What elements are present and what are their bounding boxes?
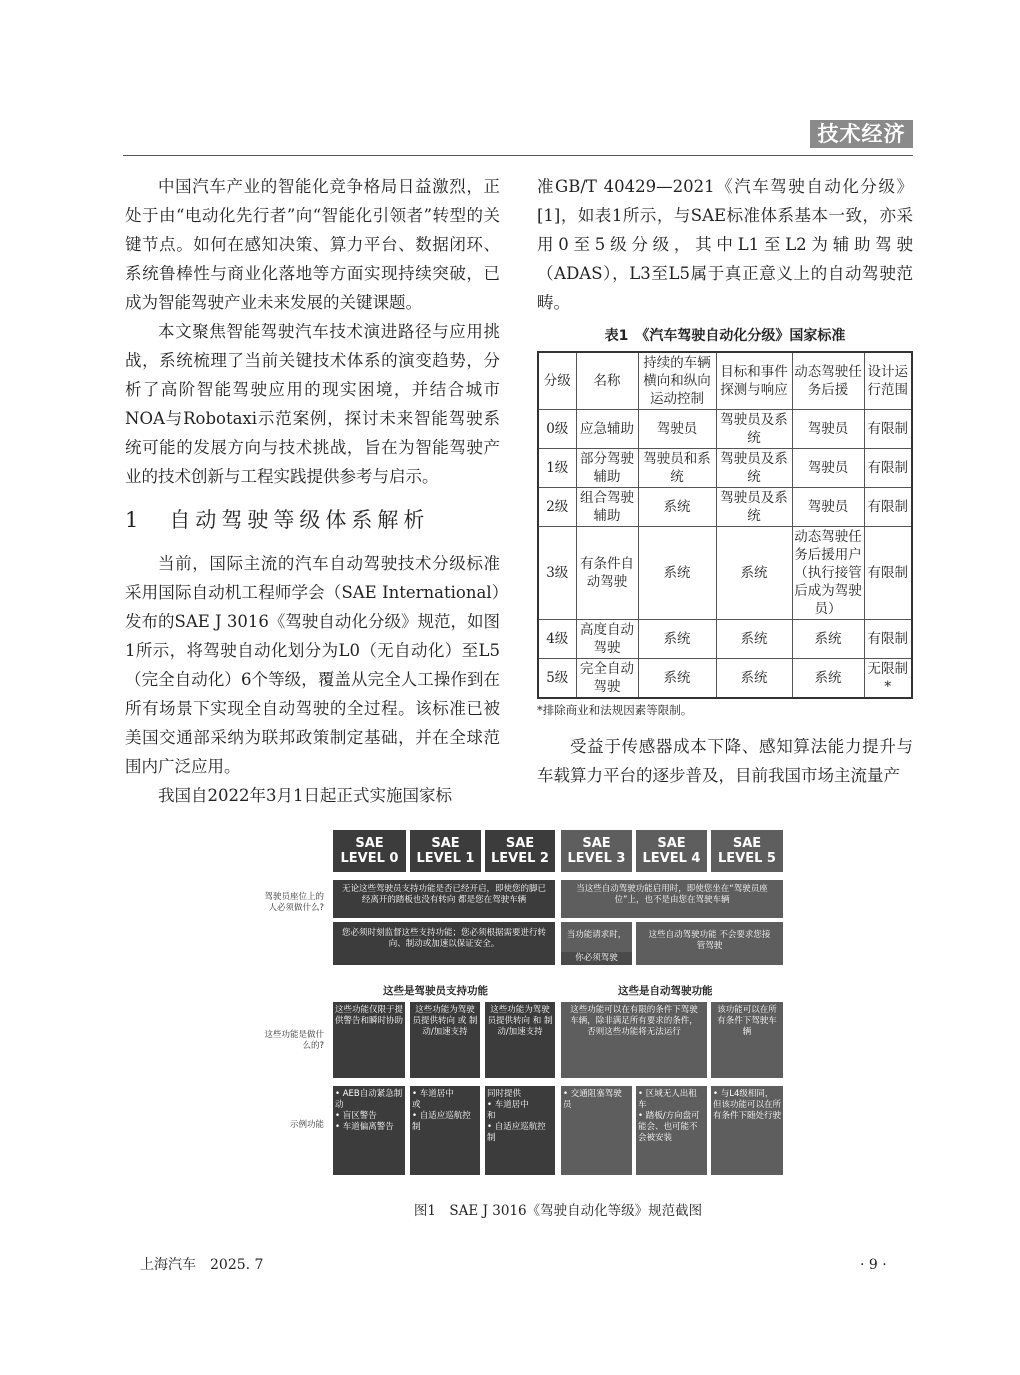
group-support-label: 这些是驾驶员支持功能 [383,985,488,997]
level-3: SAE LEVEL 3 [561,830,632,872]
standard-table [537,351,913,699]
driver-role-support: 无论这些驾驶员支持功能是否已经开启，即使您的脚已经离开的踏板也没有转向 都是您在驾驶车辆 [333,880,555,918]
table-cell: 驾驶员及系统 [716,410,792,449]
table-cell: 完全自动驾驶 [576,659,638,699]
what-cell: 该功能可以在所有条件下驾驶车辆 [711,1002,783,1078]
paragraph: 中国汽车产业的智能化竞争格局日益激烈，正处于由“电动化先行者”向“智能化引领者”转型的关键节点。如何在感知决策、算力平台、数据闭环、系统鲁棒性与商业化落地等方面实现持续突破，已成为智能驾驶产业未来发展的关键课题。 [125,177,500,312]
level-0: SAE LEVEL 0 [333,830,406,872]
table-cell: 系统 [716,659,792,699]
paragraph: 当前，国际主流的汽车自动驾驶技术分级标准采用国际自动机工程师学会（SAE International）发布的SAE J 3016《驾驶自动化分级》规范，如图1所示，将驾驶自动化划分为L0（无自动化）至L5（完全自动化）6个等级，覆盖从完全人工操作到在所有场景下实现全自动驾驶的全过程。该标准已被美国交通部采纳为联邦政策制定基础，并在全球范围内广泛应用。 [125,554,500,776]
table-cell: 4级 [538,620,576,659]
table-cell: 系统 [638,488,716,527]
monitor-text: 您必须时刻监督这些支持功能；您必须根据需要进行转向、制动或加速以保证安全。 [333,922,555,965]
table-cell: 3级 [538,527,576,620]
table-cell: 驾驶员 [792,410,864,449]
table-note: *排除商业和法规因素等限制。 [537,703,693,717]
paragraph: 准GB/T 40429—2021《汽车驾驶自动化分级》[1]，如表1所示，与SAE标准体系基本一致，亦采用0至5级分级，其中L1至L2为辅助驾驶（ADAS），L3至L5属于真正意义上的自动驾驶范畴。 [537,177,913,312]
driver-role-auto: 当这些自动驾驶功能启用时，即使您坐在“驾驶员座位”上，也不是由您在驾驶车辆 [561,880,783,918]
table-cell: 2级 [538,488,576,527]
table-cell: 驾驶员及系统 [716,449,792,488]
example-cell: • 车道居中 或 • 自适应巡航控制 [410,1086,480,1175]
example-cell: • 交通阻塞驾驶员 [561,1086,632,1175]
what-cell: 这些功能可以在有限的条件下驾驶车辆，除非满足所有要求的条件，否则这些功能将无法运行 [561,1002,707,1078]
table-cell: 动态驾驶任务后援用户（执行接管后成为驾驶员） [792,527,864,620]
table-row [538,410,912,449]
table-cell: 系统 [638,659,716,699]
table-cell: 有限制 [864,410,912,449]
header-cell: 名称 [576,352,638,410]
l3-must-drive: 你必须驾驶 [561,952,632,965]
header-cell: 分级 [538,352,576,410]
paragraph: 我国自2022年3月1日起正式实施国家标 [158,786,452,805]
what-cell: 这些功能仅限于提供警告和瞬时协助 [333,1002,405,1078]
table-cell: 5级 [538,659,576,699]
table-caption: 表1 《汽车驾驶自动化分级》国家标准 [604,328,846,344]
table-cell: 驾驶员 [792,488,864,527]
table-cell: 高度自动驾驶 [576,620,638,659]
figure-caption: 图1 SAE J 3016《驾驶自动化等级》规范截图 [413,1203,703,1219]
table-cell: 部分驾驶辅助 [576,449,638,488]
row-label: 驾驶员座位上的人必须做什么? [264,892,324,913]
what-cell: 这些功能为驾驶员提供转向 或 制动/加速支持 [410,1002,480,1078]
table-row [538,659,912,699]
table-cell: 系统 [716,620,792,659]
table-cell: 组合驾驶辅助 [576,488,638,527]
l45-text: 这些自动驾驶功能 不会要求您接管驾驶 [636,922,783,965]
l3-request-text: 当功能请求时， [561,922,632,952]
level-2: SAE LEVEL 2 [485,830,555,872]
left-column [125,172,500,810]
paragraph: 本文聚焦智能驾驶汽车技术演进路径与应用挑战，系统梳理了当前关键技术体系的演变趋势，分析了高阶智能驾驶应用的现实困境，并结合城市NOA与Robotaxi示范案例，探讨未来智能驾驶系统可能的发展方向与技术挑战，旨在为智能驾驶产业的技术创新与工程实践提供参考与启示。 [125,322,500,486]
table-cell: 1级 [538,449,576,488]
header-cell: 设计运行范围 [864,352,912,410]
table-cell: 系统 [792,659,864,699]
table-cell: 系统 [638,527,716,620]
section-heading: 1 自动驾驶等级体系解析 [125,508,430,532]
table-row [538,488,912,527]
journal-info: 上海汽车 2025. 7 [140,1257,264,1273]
table-cell: 驾驶员 [638,410,716,449]
table-cell: 0级 [538,410,576,449]
table-cell: 有限制 [864,527,912,620]
group-auto-label: 这些是自动驾驶功能 [618,985,713,997]
table-row [538,620,912,659]
table-cell: 驾驶员 [792,449,864,488]
table-cell: 无限制* [864,659,912,699]
section-badge: 技术经济 [810,120,913,148]
level-4: SAE LEVEL 4 [636,830,707,872]
example-cell: • AEB自动紧急制动 • 盲区警告 • 车道偏离警告 [333,1086,405,1175]
header-cell: 持续的车辆横向和纵向运动控制 [638,352,716,410]
table-cell: 有限制 [864,488,912,527]
what-cell: 这些功能为驾驶员提供转向 和 制动/加速支持 [485,1002,555,1078]
table-cell: 系统 [638,620,716,659]
right-column [537,172,913,790]
header-cell: 动态驾驶任务后援 [792,352,864,410]
paragraph: 受益于传感器成本下降、感知算法能力提升与车载算力平台的逐步普及，目前我国市场主流量产 [537,737,913,785]
level-1: SAE LEVEL 1 [410,830,481,872]
example-cell: 同时提供 • 车道居中 和 • 自适应巡航控制 [485,1086,555,1175]
table-row [538,527,912,620]
row-label: 示例功能 [289,1120,324,1130]
example-cell: • 与L4级相同，但该功能可以在所有条件下随处行驶 [711,1086,783,1175]
table-cell: 系统 [716,527,792,620]
table-cell: 有条件自动驾驶 [576,527,638,620]
table-row [538,449,912,488]
level-5: SAE LEVEL 5 [711,830,783,872]
table-cell: 驾驶员及系统 [716,488,792,527]
header-rule [123,155,913,156]
table-cell: 系统 [792,620,864,659]
table-cell: 有限制 [864,620,912,659]
table-header [538,352,912,410]
page-number: · 9 · [860,1257,887,1273]
row-label: 这些功能是做什么的? [264,1030,324,1051]
example-cell: • 区域无人出租车 • 踏板/方向盘可能会、也可能不会被安装 [636,1086,707,1175]
table-cell: 有限制 [864,449,912,488]
header-cell: 目标和事件探测与响应 [716,352,792,410]
table-cell: 驾驶员和系统 [638,449,716,488]
table-cell: 应急辅助 [576,410,638,449]
